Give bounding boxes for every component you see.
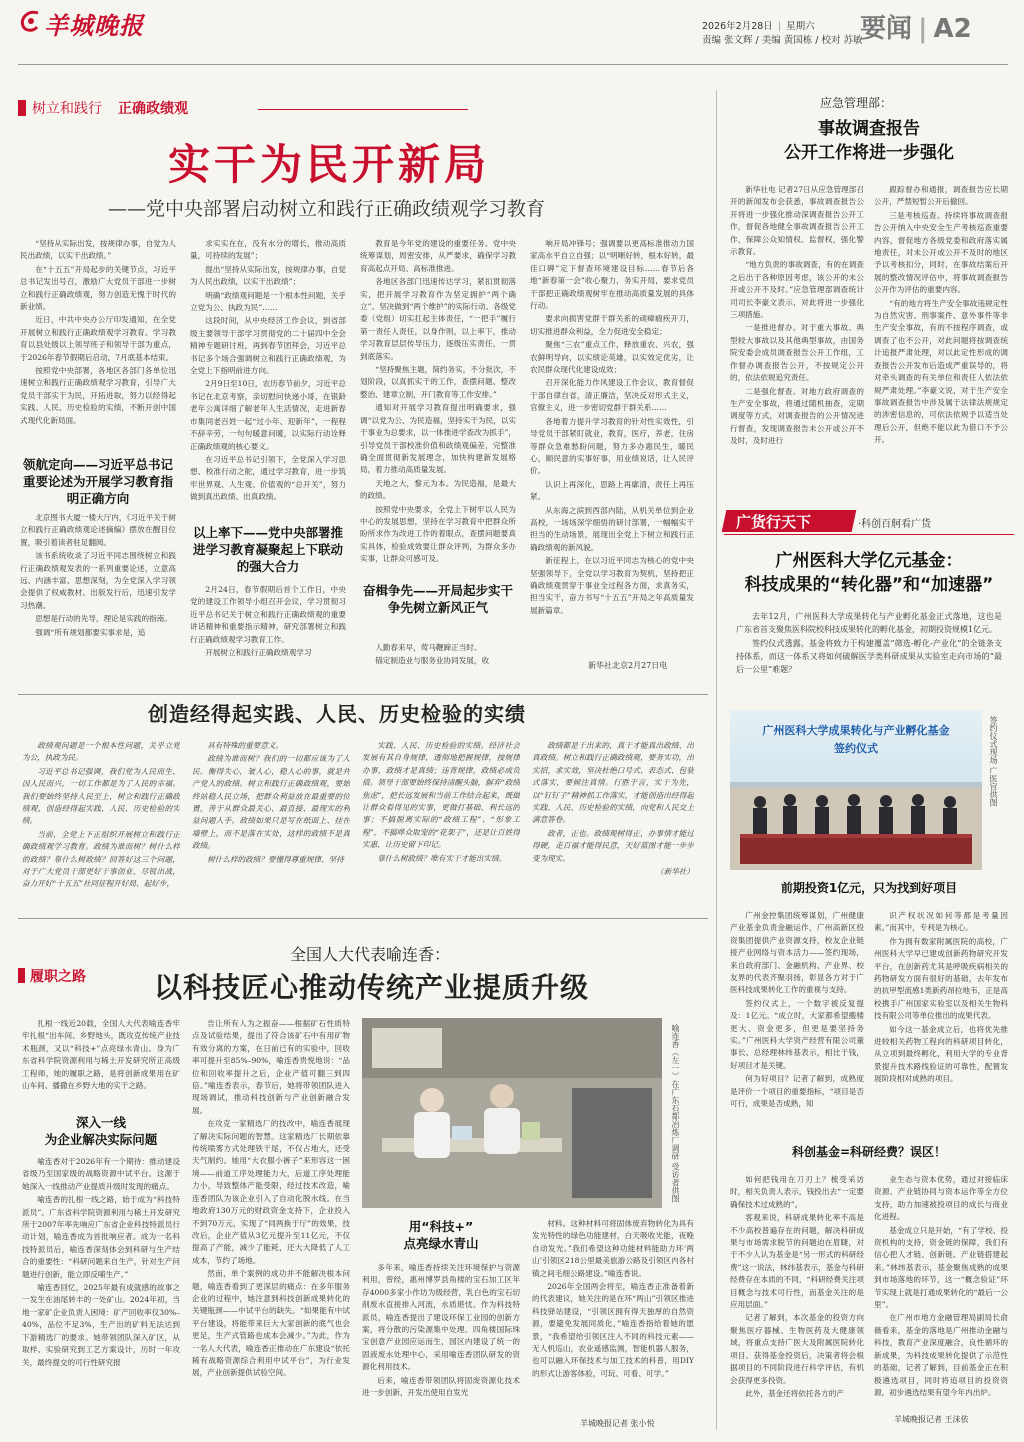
commentary (18, 694, 708, 916)
date-text: 2026年2月28日 (702, 21, 773, 32)
side-headline-1: 事故调查报告 (818, 119, 920, 139)
photo-banner-line-1: 广州医科大学成果转化与产业孵化基金 (762, 724, 950, 737)
side-col-2: 跟踪督办和通报，调查报告应长期公开，严禁短暂公开后撤回。 三是考核巡查。持续将事故调查报告公开纳入中央安全生产考核巡查重要内容，督促地方各级党委和政府落实属地责任，对未公开或公开不及时的地区予以考核扣分，同时，在事故结案后开展的整改情况评估中，将事故调查报告公开作为评估的重要内容。 “有的地方将生产安全事故违规定性为自然灾害、刑事案件、意外事件等非生产安全事故，有的不按程序调查，或调查了也不公开，对此问题将按调查统计追报严肃处理，对以此定性形成的调查报告公开发布后造成严重误导的，将对牵头调查的有关单位和责任人依法依规严肃处理。”李豪文说，对于生产安全事故调查报告中涉及属于法律法规规定的涉密信息的，可依法依规予以适当处理后公开，但绝不能以此为借口不予公开。 (874, 185, 1008, 445)
bottom-subhead-2: 用“科技+” 点亮绿水青山 (403, 1219, 479, 1251)
kicker-prefix: 树立和践行 (32, 101, 102, 117)
top-story (18, 92, 708, 692)
top-subhead-3: 奋楫争先——开局起步实干争先树立新风正气 (360, 582, 516, 616)
column-divider (716, 90, 717, 1430)
guanghuo-byline: 羊城晚报记者 王沫依 (894, 1415, 969, 1424)
commentary-col-1: 政绩观问题是一个根本性问题，关乎立党为公，执政为民。 习近平总书记强调，我们党为人民而生、因人民而兴，一切工作都是为了人民的幸福。我们要始终坚持人民至上，树立和践行正确政绩观，创造经得起实践、人民、历史检验的实绩。 当前，全党上下正组织开展树立和践行正确政绩观学习教育。政绩为谁而树？树什么样的政绩？靠什么树政绩？回答好这三个问题，对于广大党员干部更好干事创业，尽锐出战，奋力开好“十五五”社同征程开好局、起好步， (22, 741, 180, 889)
photo-banner-line-2: 签约仪式 (834, 742, 878, 755)
top-col-4: 响开局冲锋号；强调要以更高标准推动力国家高水平自立自强；以“明晰好转，根本好转，最佳口碑”定下督查环境建设目标……春节后各地“新春第一会”收心聚力，务实开局，要求党员干部把正确政绩观树牢在推动高质量发展的具体行动。 要求向损害党群干群关系的顽瘴痼疾开刀，切实推进群众利益，全力促进安全稳定； 聚焦“三农”重点工作，释放重农、兴农，强农鲜明导向，以实绩论英雄，以实效定优劣，让农民群众现代化建设成效； 召开深化能力作风建设工作会议，教育督促干部自律自省，清正廉洁，坚决反对形式主义，官僚主义，进一步密切党群干群关系…… 各地着力提升学习教育的针对性实效性，引导党员干部紧盯就业，教育，医疗，养老，住房等群众急难愁盼问题，努力多办惠民生，暖民心，顺民意的实事好事，用业绩说话，让人民评价。 认识上再深化，思路上再廓清，责任上再压紧。 从东海之滨到西部内陆，从机关单位到企业高校，一场场深学细悟的研讨部署，一幅幅实干担当的生动场景，展现出全党上下树立和践行正确政绩观的新风貌。 新征程上，在以习近平同志为核心的党中央坚强领导下，全党以学习教育为契机，坚持把正确政绩观贯穿于事业全过程各方面，求真务实，担当实干，奋力书写“十五五”开局之年高质量发展新篇章。 (530, 239, 694, 615)
editors-line: 责编 张文辉 / 美编 黄国栋 / 校对 苏敏 (702, 35, 863, 46)
top-col-1: “坚持从实际出发，按规律办事，自觉为人民出政绩，以实干出政绩。” 在“十五五”开局起步的关键节点，习近平总书记发出号召，激励广大党员干部进一步树立和践行正确政绩观，努力创造无愧于时代的新业绩。 近日，中共中央办公厅印发通知，在全党开展树立和践行正确政绩观学习教育。学习教育以县处级以上领导班子和领导干部为重点，于2026年春节假期后启动，7月底基本结束。 按照党中央部署，各地区各部门各单位迅速树立和践行正确政绩观学习教育，引导广大党员干部实干为民，开拓进取，努力以经得起实践、人民、历史检验的实绩，不断开创中国式现代化新局面。 (20, 239, 176, 425)
kicker (18, 98, 468, 120)
weekday-text: 星期六 (786, 21, 815, 32)
bottom-pre-headline: 全国人大代表喻连香： (290, 945, 451, 964)
signing-ceremony-photo (730, 710, 982, 870)
commentary-col-2: 具有特殊的重要意义。 政绩为谁而树？我们的一切都应该为了人民。衡得失心，皱人心，稳人心的事，就是共产党人的政绩。树立和践行正确政绩观，要始终站稳人民立场，把群众利益放在最重要的位置，善于从群众最关心、最直接、最现实的利益问题入手。政绩如果只是写在纸面上、挂在墙壁上，而不是落在实处，这样的政绩不是真政绩。 树什么样的政绩？要懂得尊重规律、坚持 (192, 741, 350, 864)
top-subhead-2: 以上率下——党中央部署推进学习教育凝聚起上下联动的强大合力 (190, 524, 346, 575)
side-headline-2: 公开工作将进一步强化 (784, 143, 954, 163)
guanghuo-col-1: 广州金控集团统筹谋划，广州健康产业基金负责金融运作，广州高新区投资集团提供产业资源支持，校友企业链接产业网络与资本活力——签约现场，来自政府部门、金融机构、产业界、校友界的代表齐聚羽扬，彰显各方对于广医科技成果转化工作的重视与支持。 签约仪式上，一个数字被反复提及：1亿元。“成立时，大家都希望搬楼更大、资金更多，但更是要坚持务实。”广州医科大学资产经营有限公司董事长、总经理林纬基表示，相比于钱，好项目才是关键。 何为好项目？记者了解到，成熟度是评价一个项目的重要指标，“项目是否可行，成果是否成熟，知 (730, 911, 864, 1109)
side-story (724, 92, 1014, 512)
bottom-col-2: 告让所有人为之振奋——根据矿石性质特点及试验结果，提出了符合该矿石中有用矿物有效分离的方案，在日前已有的实验中，回收率可提升至85%–90%，喻连香贵悦地说：“品位和回收率提升之后，企业产值可翻三到四倍。”喻连香表示，春节后，她将带领团队进入现场调试，推动科技创新与产业创新融合发展。 在攻克一家精选厂的技改中，喻连香展现了解决实际问题的智慧。这家精选厂长期依靠传统喷雾方式处理铁干尾，不仅占地大，还受天气制约。她用“大衣服小裤子”来形容这一困境——前道工序处理能力大，后道工序处理能力小，导致整体产能受限，经过技术改造，喻连香团队为该企业引入了自动化脱水线。在当地政府130万元的财政资金支持下，企业投入不到70万元，实现了“同两换于厅”的效果，技改后，企业产值从3亿元提升至11亿元，不仅提高了产能，减少了能耗，还大大降低了人工成本，节约了场地。 然而，单个案例的成功并不能解决根本问题，喻连香看到了更深层的痛点：在多年服务企业的过程中，她注意到科技创新成果转化的关键瓶颈——中试平台的缺失。“如果能有中试平台建设，将能带来巨大大家创新的底气也会更足，生产式管路也成本会减少。”为此，作为一名人大代表，喻连香正推动在广东建设“依托稀有战略资源综合利用中试平台”，为行业发展，产业创新提供试验空间。 (192, 1019, 350, 1378)
banner-text: 广货行天下 (736, 513, 812, 531)
guanghuo-lead: 去年12月，广州医科大学成果转化与产业孵化基金正式落地，这也是广东省首支聚焦医科院校科技成果转化的孵化基金，初期投资规模1亿元。 签约仪式透露，基金将致力于构建覆盖“筛选-孵化-产业化”的全链条支持体系，而这一体系又将如何破解医学类科研成果从实验室走向市场的“最后一公里”难题？ (736, 612, 1002, 674)
logo-text: 羊城晚报 (44, 11, 144, 40)
issue-date: 2026年2月28日 | 星期六 (702, 21, 815, 32)
commentary-col-3: 实践、人民、历史检验的实绩。经济社会发展有其自身规律，透彻地把握规律，按规律办事，政绩才是真绩；违背规律，政绩必成负债。领导干部要始终保持清醒头脑，摒弃“政绩焦虑”，把长远发展和当前工作结合起来，既做让群众看得见的实事，更做打基础、利长远的事；不搞脱离实际的“政绩工程”、“形象工程”，不搞哗众取宠的“花架子”，还是让百姓得实惠、让历史留下印记。 靠什么树政绩？唯有实干才能出实绩。 (362, 741, 520, 863)
guanghuo-headline-2: 科技成果的“转化器”和“加速器” (744, 575, 994, 595)
section-label: 要闻 | A2 (860, 14, 972, 44)
side-col-1: 新华社电 记者27日从应急管理部召开的新闻发布会获悉，事故调查报告公开将进一步强化推动深调查报告公开工作，督促各地健全事故调查报告公开工作，保障公众知情权、监督权，强化警示教育。 “地方负责的事故调查，有的在调查之后出于各种原因考虑，该公开的未公开或公开不及时。”应急管理部调查统计司司长李豪文表示，对此将进一步强化三项措施。 一是推进督办。对于重大事故、典型较大事故以及其他典型事故，由国务院安委会成员调查报告公开工作组，工作督办调查报告公开，不按规定公开的，依法依规追究责任。 二是强化督查。对地方政府调查的生产安全事故，将通过随机抽查，定期调度等方式，对调查报告的公开情况进行督查，发现调查报告未公开或公开不及时，及时进行 (730, 185, 864, 446)
newspaper-logo (18, 4, 148, 40)
guanghuo-subhead-2: 科创基金=科研经费？误区！ (791, 1145, 947, 1159)
kicker-highlight: 正确政绩观 (118, 101, 188, 117)
top-col-2: 求实实在在，没有水分的增长，推动高质量，可持续的发展”； 提出“坚持从实际出发，按规律办事，自觉为人民出政绩，以实干出政绩”； 明确“政绩观问题是一个根本性问题，关乎立党为公、执政为民”…… 这段时间，从中央经济工作会议，到省部级主要领导干部学习贯彻党的二十届四中全会精神专题研讨班，再到春节团拜会，习近平总书记多个场合强调树立和践行正确政绩观，为全党上下指明前进方向。 2月9日至10日，农历春节前夕，习近平总书记在北京考察，亲切慰问快递小哥，在银龄老年公寓详细了解老年人生活情况，走进新春市集同老百姓一起“过小年、迎新年”，一程程不辞辛劳，一句句暖意问暖，以实际行动诠释正确政绩观的核心要义。 在习近平总书记引领下，全党深入学习思想、校准行动之舵，通过学习教育，进一步筑牢世界观、人生观、价值观的“总开关”，努力做到真出政绩、出真政绩。 (190, 239, 346, 502)
lab-illustration (362, 1018, 662, 1208)
main-headline: 实干为民开新局 (168, 140, 491, 189)
commentary-headline: 创造经得起实践、人民、历史检验的实绩 (148, 702, 526, 726)
section-name: 要闻 (860, 14, 913, 44)
bottom-subhead-1: 深入一线 为企业解决实际问题 (44, 1115, 158, 1147)
guanghuo-subhead-1: 前期投资1亿元，只为找到好项目 (780, 881, 958, 895)
guanghuo-col-4: 业生态与资本优势，通过对接临床资源、产业链协同与资本运作等全方位支持，助力加速被投项目的成长与商业化进程。 基金成立只是开始，“有了学校、投资机构的支持，资金链的保障，我们有信心把人才链、创新链、产业链搭建起来。”林纬基表示，基金聚焦成熟的成果到市场落地的环节，这一“概念验证”环节实现上就是打通成果转化的“最后一公里”。 在广州市地方金融管理局副局长俞薇看来，基金的落地是广州推动金融与科技，教育产业深度融合，良性循环的新成果，为科技成果转化提供了示范性的基础，记者了解到，目前基金正在积极遴选项目，同时将追项目的投资资源，初步遴选结果有望今年内出炉。 (874, 1175, 1008, 1397)
masthead (0, 0, 1024, 66)
banner (724, 506, 1014, 536)
top-col-2b: 2月24日，春节假期后首个工作日，中央党的建设工作领导小组召开会议，学习贯彻习近平总书记关于树立和践行正确政绩观的重要讲话精神和重要指示精神，研究部署树立和践行正确政绩观学习教育工作。 开展树立和践行正确政绩观学习 (190, 585, 346, 658)
masthead-rule (18, 64, 1008, 65)
bottom-headline: 以科技匠心推动传统产业提质升级 (154, 971, 590, 1004)
top-dateline: 新华社北京2月27日电 (588, 661, 668, 670)
top-col-3: 教育是今年党的建设的重要任务。党中央统筹谋划，周密安排，从严要求，确保学习教育高起点开局、高标准推进。 各地区各部门迅速传达学习，紧扣贯彻落实，把开展学习教育作为坚定拥护“两个确立”、坚决做到“两个维护”的实际行动。各级党委（党组）切实扛起主体责任，“一把手”履行第一责任人责任，以身作则，以上率下，推动学习教育层层传导压力，逐级压实责任，一贯到底落实。 “坚持聚焦主题，简约务实，不分批次，不划阶段，以真抓实干的工作，查摆问题、整改整治、建章立制，开门教育等工作安排。” 通知对开展学习教育提出明确要求，强调“以党为公、为民造福，坚持实干为民，以实干事业为总要求，以一体推进学查改为抓手”，引导党员干部校准价值和政绩观偏差，完整准确全面贯彻新发展理念，加快构建新发展格局，着力推动高质量发展。 天地之大，黎元为本。为民造福，是最大的政绩。 按照党中央要求，全党上下树牢以人民为中心的发展思想，坚持在学习教育中把群众所盼所求作为改进工作的着眼点，查摆问题要真实具体，检验成效要让群众评判，为群众多办实事，让群众可感可及。 (360, 239, 516, 564)
commentary-col-4: 政绩都是干出来的，真干才能真出政绩、出真政绩。树立和践行正确政绩观，要务实功，出实招，求实效，坚决杜绝口号式、表态式、包装式落实，要倾注真情。行胜于言，实干为先，以“钉钉子”精神抓工作落实，才能创造出经得起实践、人民、历史检验的实绩，向党和人民交上满意答卷。 政者，正也。政绩观树得正，办事情才能过得硬，走百福才能得民意，天好蓝图才能一步步变为现实。 （新华社） (532, 741, 694, 877)
bottom-kicker (18, 966, 138, 986)
bottom-col-1b: 喻连香对于2026年有一个期待：推动建设省级乃至国家级的战略资源中试平台。这源于她深入一线推动产业提质升级时发现的痛点。 喻连香的扎根一线之路，始于成为“科技特派员”。广东省科学院资源利用与稀土开发研究所于2007年率先响应广东省企业科技特派员行动计划，喻连香成为首批响应者。成为一名科技特派员后，喻连香深刻体会到科研与生产结合的重要性：“科研问题来自生产，针对生产问题进行创新，能立即反哺生产。” 喻连香回忆，2025年最有成就感的故事之一发生在油尾转丰的一处矿山。2024年初，当地一家矿企业负责人困境：矿产回收率仅30%–40%，品位不足3%，生产出的矿料无法达到下游精选厂的要求。她带领团队深入矿区，从取样、实验研究到工艺方案设计，历时一年攻关，最终提交的可行性研究报 (22, 1157, 180, 1367)
bottom-col-1: 扎根一线近20载，全国人大代表喻连香牢牢扎根“出车间、乡野地头，既攻克传统产业技术瓶颈，又以“科技+”点亮绿水青山。身为广东省科学院资源利用与稀土开发研究所正高级工程师，她的履职之路，是将创新成果用在矿山车间、播撒在乡野大地的实干之路。 (22, 1019, 180, 1091)
page-number: A2 (933, 14, 972, 44)
guanghuo-headline-1: 广州医科大学亿元基金： (775, 551, 963, 571)
bottom-story (18, 918, 708, 1436)
guanghuo-col-3: 如何把钱用在刀刃上？梳受采访时，相关负责人表示，钱投出去“一定要确保技术过成熟的”。 客观来说，科研成果转化率不高是不少高校普遍存在的问题，解决科研成果与市场需求脱节的问题迫在眉睫，对于不少人认为基金是“另一形式的科研经费”这一说法，林纬基表示，基金与科研经费存在本质的不同，“科研经费关注项目概念与技术可行性，而基金关注的是应用层面。” 记者了解到，本次基金的投资方向聚焦医疗器械、生物医药及大健康领域，将重点支持广医大及附属医院转化项目。获得基金投资后，决策者将会根据项目的不同阶段进行科学评估，有机会获得更多投资。 此外，基金还将依托各方的产 (730, 1175, 864, 1398)
main-subheadline: ——党中央部署启动树立和践行正确政绩观学习教育 (108, 198, 546, 220)
side-kicker: 应急管理部： (820, 96, 893, 110)
kicker-text: 履职之路 (30, 969, 86, 985)
guanghuo-section (724, 506, 1014, 1436)
people-illustration (730, 788, 982, 870)
lab-photo (362, 1018, 662, 1208)
top-col-1b: 北京图书大厦一楼大厅内，《习近平关于树立和践行正确政绩观论述摘编》摆放在醒目位置，吸引着读者驻足翻阅。 该书系统收录了习近平同志围绕树立和践行正确政绩观发表的一系列重要论述，立意高远、内涵丰富、思想深刻，为全党深入学习领会提供了权威教材。出版发行后，迅速引发学习热潮。 思想是行动的先导，理论是实践的指南。 强调“所有规划都要实事求是，追 (20, 513, 176, 637)
bottom-col-3: 多年来，喻连香持续关注环境保护与资源利用，曾经，惠州博罗县角楼的宝石加工区年存4000多家小作坊为级经营，乳白色的宝石切削废水直接排入河流，水质堪忧。作为科技特派员，喻连香提出了建设环保工业园的创新方案，将分散的污染源集中处理。四角楼国际珠宝创意产业园应运而生，园区内建设了统一的固液废水处理中心，采用喻连香团队研发的资源化利用技术。 后来，喻连香带领团队将固废资源化技术进一步创新，开发出使用自发光 (362, 1263, 520, 1398)
bottom-col-4: 材料。这种材料可将固体废弃物转化为具有发光特性的绿色功能建材，白天吸收光能，夜晚自动发光。”我们希望这种功能材料能助力环‘两山’引领区218公里最美旅游公路及引领区内各村镇之间毛细公路建设。”喻连香说。 2026年全国两会将至，喻连香正准备着新的代表建议，她关注的是在环“两山”引领区推进科技驿站建设，“引领区拥有得天独厚的自然资源，要避免发展同质化，”喻连香指给着她的愿景，“我希望给引领区注入不同的科技元素——无人机巡山，农业遥感监测，智能机器人服务，也可以融入环保技术与加工技术的科普，用DIY的形式让游客体验，可玩、可看、可学。” (532, 1219, 694, 1378)
photo-caption: 签约仪式现场 广医官供图 (989, 716, 998, 807)
top-subhead-1: 领航定向——习近平总书记重要论述为开展学习教育指明正确方向 (22, 457, 173, 506)
top-col-3b: 人勤春来早，莺马鞭蹄正当时。 锚定制造业与服务业协同发展，收 (375, 643, 490, 666)
lab-photo-caption: 喻连香（左一）在广东石都冶炼厂调研 受访者供图 (671, 1024, 680, 1203)
banner-tag: ·科创百舸看广货 (858, 519, 932, 530)
bottom-byline: 羊城晚报记者 张小悦 (580, 1419, 655, 1428)
guanghuo-col-2: 识产权状况如何等都是考量因素。”而其中，专利是为核心。 作为拥有数家附属医院的高校，广州医科大学早已建成创新药物研究开发平台，在创新药尤其是呼吸疾病相关的药物研发方面有很好的基础，去年发布的抗甲型流感1类新药昂拉地韦，正是高校携手广州国家实验室以及相关生物科技有限公司等单位推出的成果代表。 如今这一基金成立后，也将优先推进较相关药物工程向的科研项目转化，从立项到最终孵化，利用大学的专业背景提升技术路线验证的可靠性，配置发展阶段相对成熟的项目。 (874, 911, 1008, 1084)
logo-swirl-icon (18, 8, 44, 34)
